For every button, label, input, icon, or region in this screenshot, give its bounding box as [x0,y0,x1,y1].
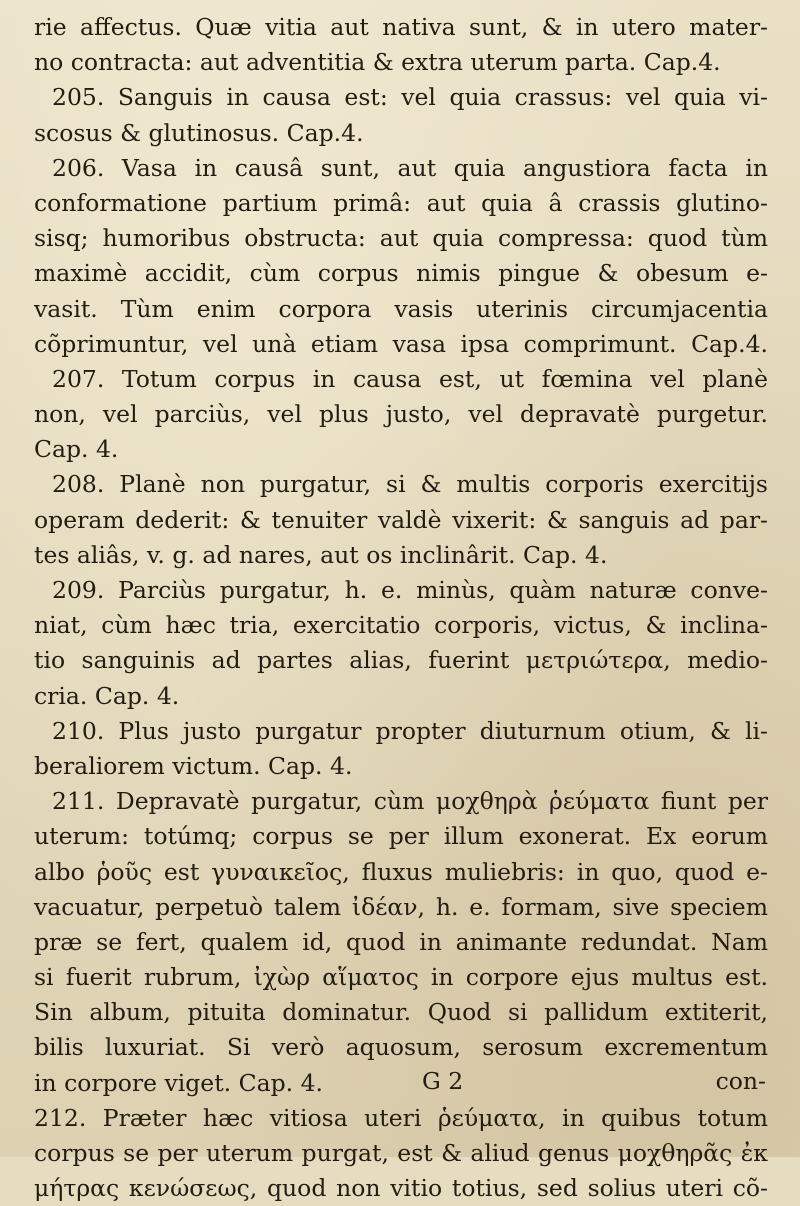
text-line: si fuerit rubrum, ἰχὼρ αἵματος in corpore ejus multus est. [34,963,768,992]
text-line: uterum: totúmq; corpus se per illum exonerat. Ex eorum [34,822,768,851]
text-line: tio sanguinis ad partes alias, fuerint μετριώτερα, medio- [34,646,768,675]
page-footer [34,1063,768,1099]
signature-mark: G 2 [422,1067,464,1095]
text-line: conformatione partium primâ: aut quia â crassis glutino- [34,188,768,217]
text-line: 209. Parciùs purgatur, h. e. minùs, quàm naturæ conve- [52,576,768,604]
text-line: in corpore viget. Cap. 4. [34,1068,323,1097]
text-line: operam dederit: & tenuiter valdè vixerit: & sanguis ad par- [34,505,768,534]
text-line: Sin album, pituita dominatur. Quod si pallidum extiterit, [34,998,768,1027]
text-line: 205. Sanguis in causa est: vel quia crassus: vel quia vi- [52,83,768,112]
text-line: cõprimuntur, vel unà etiam vasa ipsa comprimunt. Cap.4. [34,329,768,358]
text-line: albo ῥοῦς est γυναικεῖος, fluxus muliebris: in quo, quod e- [34,857,768,886]
text-line: corpus se per uterum purgat, est & aliud genus μοχθηρᾶς ἐκ [34,1139,768,1167]
text-line: sisq; humoribus obstructa: aut quia compressa: quod tùm [34,224,768,253]
body-text [34,10,768,1206]
text-line: non, vel parciùs, vel plus justo, vel depravatè purgetur. [34,400,768,429]
text-line: scosus & glutinosus. Cap.4. [34,118,364,147]
text-line: rie affectus. Quæ vitia aut nativa sunt, & in utero mater- [34,13,768,41]
text-line: 208. Planè non purgatur, si & multis corporis exercitijs [52,470,768,499]
text-line: tes aliâs, v. g. ad nares, aut os inclinârit. Cap. 4. [34,540,608,569]
text-line: μήτρας κενώσεως, quod non vitio totius, sed solius uteri cõ- [34,1174,768,1203]
text-line: 206. Vasa in causâ sunt, aut quia angustiora facta in [52,153,768,182]
text-line: no contracta: aut adventitia & extra uterum parta. Cap.4. [34,48,721,77]
text-line: vacuatur, perpetuò talem ἰδέαν, h. e. formam, sive speciem [34,892,768,921]
text-line: 211. Depravatè purgatur, cùm μοχθηρὰ ῥεύματα fiunt per [52,787,768,816]
text-line: maximè accidit, cùm corpus nimis pingue & obesum e- [34,259,768,288]
text-line: cria. Cap. 4. [34,681,180,710]
text-line: Cap. 4. [34,435,119,464]
text-line: 210. Plus justo purgatur propter diuturnum otium, & li- [52,716,768,745]
text-line: bilis luxuriat. Si verò aquosum, serosum excrementum [34,1033,768,1062]
text-line: niat, cùm hæc tria, exercitatio corporis, victus, & inclina- [34,611,768,640]
text-line: vasit. Tùm enim corpora vasis uterinis circumjacentia [34,294,768,323]
catchword: con- [715,1067,766,1095]
text-line: 207. Totum corpus in causa est, ut fœmina vel planè [52,364,768,393]
text-line: beraliorem victum. Cap. 4. [34,751,353,780]
text-line: præ se fert, qualem id, quod in animante redundat. Nam [34,927,768,956]
text-line: 212. Præter hæc vitiosa uteri ῥεύματα, in quibus totum [34,1103,768,1132]
